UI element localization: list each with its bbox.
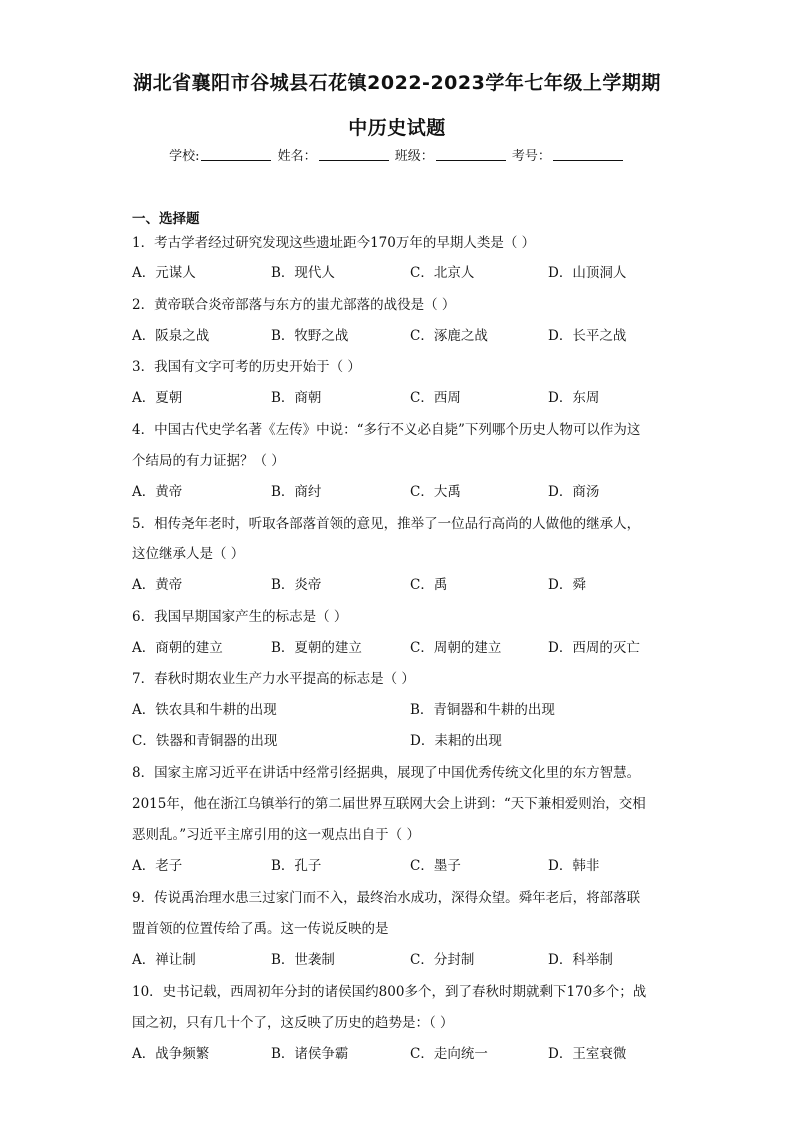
q8-option-d[interactable]: D．韩非 xyxy=(548,858,600,874)
question-9-text-line2: 盟首领的位置传给了禹。这一传说反映的是 xyxy=(132,921,389,937)
exam-title-line2: 中历史试题 xyxy=(348,117,446,139)
q7-option-d[interactable]: D．耒耜的出现 xyxy=(410,733,502,749)
q4-option-d[interactable]: D．商汤 xyxy=(548,484,600,500)
question-9-text-line1: 9．传说禹治理水患三过家门而不入，最终治水成功，深得众望。舜年老后，将部落联 xyxy=(132,890,641,906)
q9-option-d[interactable]: D．科举制 xyxy=(548,952,613,968)
question-4-text-line2: 个结局的有力证据？（ ） xyxy=(132,453,285,469)
question-10-text-line1: 10．史书记载，西周初年分封的诸侯国约800多个，到了春秋时期就剩下170多个；战 xyxy=(132,984,647,1000)
q8-option-b[interactable]: B．孔子 xyxy=(271,858,322,874)
q1-option-c[interactable]: C．北京人 xyxy=(410,265,475,281)
q2-option-d[interactable]: D．长平之战 xyxy=(548,328,627,344)
question-10-text-line2: 国之初，只有几十个了，这反映了历史的趋势是：（ ） xyxy=(132,1015,454,1031)
q5-option-d[interactable]: D．舜 xyxy=(548,577,586,593)
q10-option-c[interactable]: C．走向统一 xyxy=(410,1046,488,1062)
name-label: 姓名： xyxy=(277,149,317,164)
q10-option-d[interactable]: D．王室衰微 xyxy=(548,1046,627,1062)
class-blank[interactable] xyxy=(436,148,506,161)
q8-option-a[interactable]: A．老子 xyxy=(132,858,183,874)
name-blank[interactable] xyxy=(319,148,389,161)
q3-option-c[interactable]: C．西周 xyxy=(410,390,461,406)
school-label: 学校: xyxy=(169,149,200,164)
class-label: 班级： xyxy=(394,149,434,164)
q6-option-b[interactable]: B．夏朝的建立 xyxy=(271,640,362,656)
question-3-text: 3．我国有文字可考的历史开始于（ ） xyxy=(132,359,361,375)
school-blank[interactable] xyxy=(201,148,271,161)
q7-option-a[interactable]: A．铁农具和牛耕的出现 xyxy=(132,702,277,718)
q9-option-c[interactable]: C．分封制 xyxy=(410,952,475,968)
q9-option-a[interactable]: A．禅让制 xyxy=(132,952,196,968)
question-6-text: 6．我国早期国家产生的标志是（ ） xyxy=(132,609,348,625)
question-8-text-line2: 2015年，他在浙江乌镇举行的第二届世界互联网大会上讲到：“天下兼相爱则治，交相 xyxy=(132,796,646,812)
q5-option-b[interactable]: B．炎帝 xyxy=(271,577,322,593)
question-2-text: 2．黄帝联合炎帝部落与东方的蚩尤部落的战役是（ ） xyxy=(132,297,456,313)
q2-option-c[interactable]: C．涿鹿之战 xyxy=(410,328,488,344)
q7-option-b[interactable]: B．青铜器和牛耕的出现 xyxy=(410,702,555,718)
section-heading: 一、选择题 xyxy=(132,211,200,227)
q6-option-a[interactable]: A．商朝的建立 xyxy=(132,640,223,656)
q6-option-d[interactable]: D．西周的灭亡 xyxy=(548,640,640,656)
q1-option-d[interactable]: D．山顶洞人 xyxy=(548,265,627,281)
q6-option-c[interactable]: C．周朝的建立 xyxy=(410,640,502,656)
question-1-text: 1．考古学者经过研究发现这些遗址距今170万年的早期人类是（ ） xyxy=(132,235,536,251)
question-7-text: 7．春秋时期农业生产力水平提高的标志是（ ） xyxy=(132,671,415,687)
q4-option-c[interactable]: C．大禹 xyxy=(410,484,461,500)
q3-option-d[interactable]: D．东周 xyxy=(548,390,600,406)
number-label: 考号： xyxy=(511,149,551,164)
question-8-text-line3: 恶则乱。”习近平主席引用的这一观点出自于（ ） xyxy=(132,827,420,843)
q2-option-b[interactable]: B．牧野之战 xyxy=(271,328,349,344)
q4-option-a[interactable]: A．黄帝 xyxy=(132,484,183,500)
question-8-text-line1: 8．国家主席习近平在讲话中经常引经据典，展现了中国优秀传统文化里的东方智慧。 xyxy=(132,765,641,781)
q1-option-a[interactable]: A．元谋人 xyxy=(132,265,196,281)
q5-option-c[interactable]: C．禹 xyxy=(410,577,448,593)
q2-option-a[interactable]: A．阪泉之战 xyxy=(132,328,210,344)
q10-option-b[interactable]: B．诸侯争霸 xyxy=(271,1046,349,1062)
q10-option-a[interactable]: A．战争频繁 xyxy=(132,1046,210,1062)
student-info-row xyxy=(0,145,794,164)
question-4-text-line1: 4．中国古代史学名著《左传》中说：“多行不义必自毙”下列哪个历史人物可以作为这 xyxy=(132,422,641,438)
number-blank[interactable] xyxy=(553,148,623,161)
question-5-text-line2: 这位继承人是（ ） xyxy=(132,546,245,562)
exam-title-line1: 湖北省襄阳市谷城县石花镇2022-2023学年七年级上学期期 xyxy=(133,72,661,94)
q1-option-b[interactable]: B．现代人 xyxy=(271,265,335,281)
question-5-text-line1: 5．相传尧年老时，听取各部落首领的意见，推举了一位品行高尚的人做他的继承人， xyxy=(132,516,641,532)
q7-option-c[interactable]: C．铁器和青铜器的出现 xyxy=(132,733,278,749)
q5-option-a[interactable]: A．黄帝 xyxy=(132,577,183,593)
q3-option-b[interactable]: B．商朝 xyxy=(271,390,322,406)
q9-option-b[interactable]: B．世袭制 xyxy=(271,952,335,968)
q4-option-b[interactable]: B．商纣 xyxy=(271,484,322,500)
q8-option-c[interactable]: C．墨子 xyxy=(410,858,461,874)
q3-option-a[interactable]: A．夏朝 xyxy=(132,390,183,406)
